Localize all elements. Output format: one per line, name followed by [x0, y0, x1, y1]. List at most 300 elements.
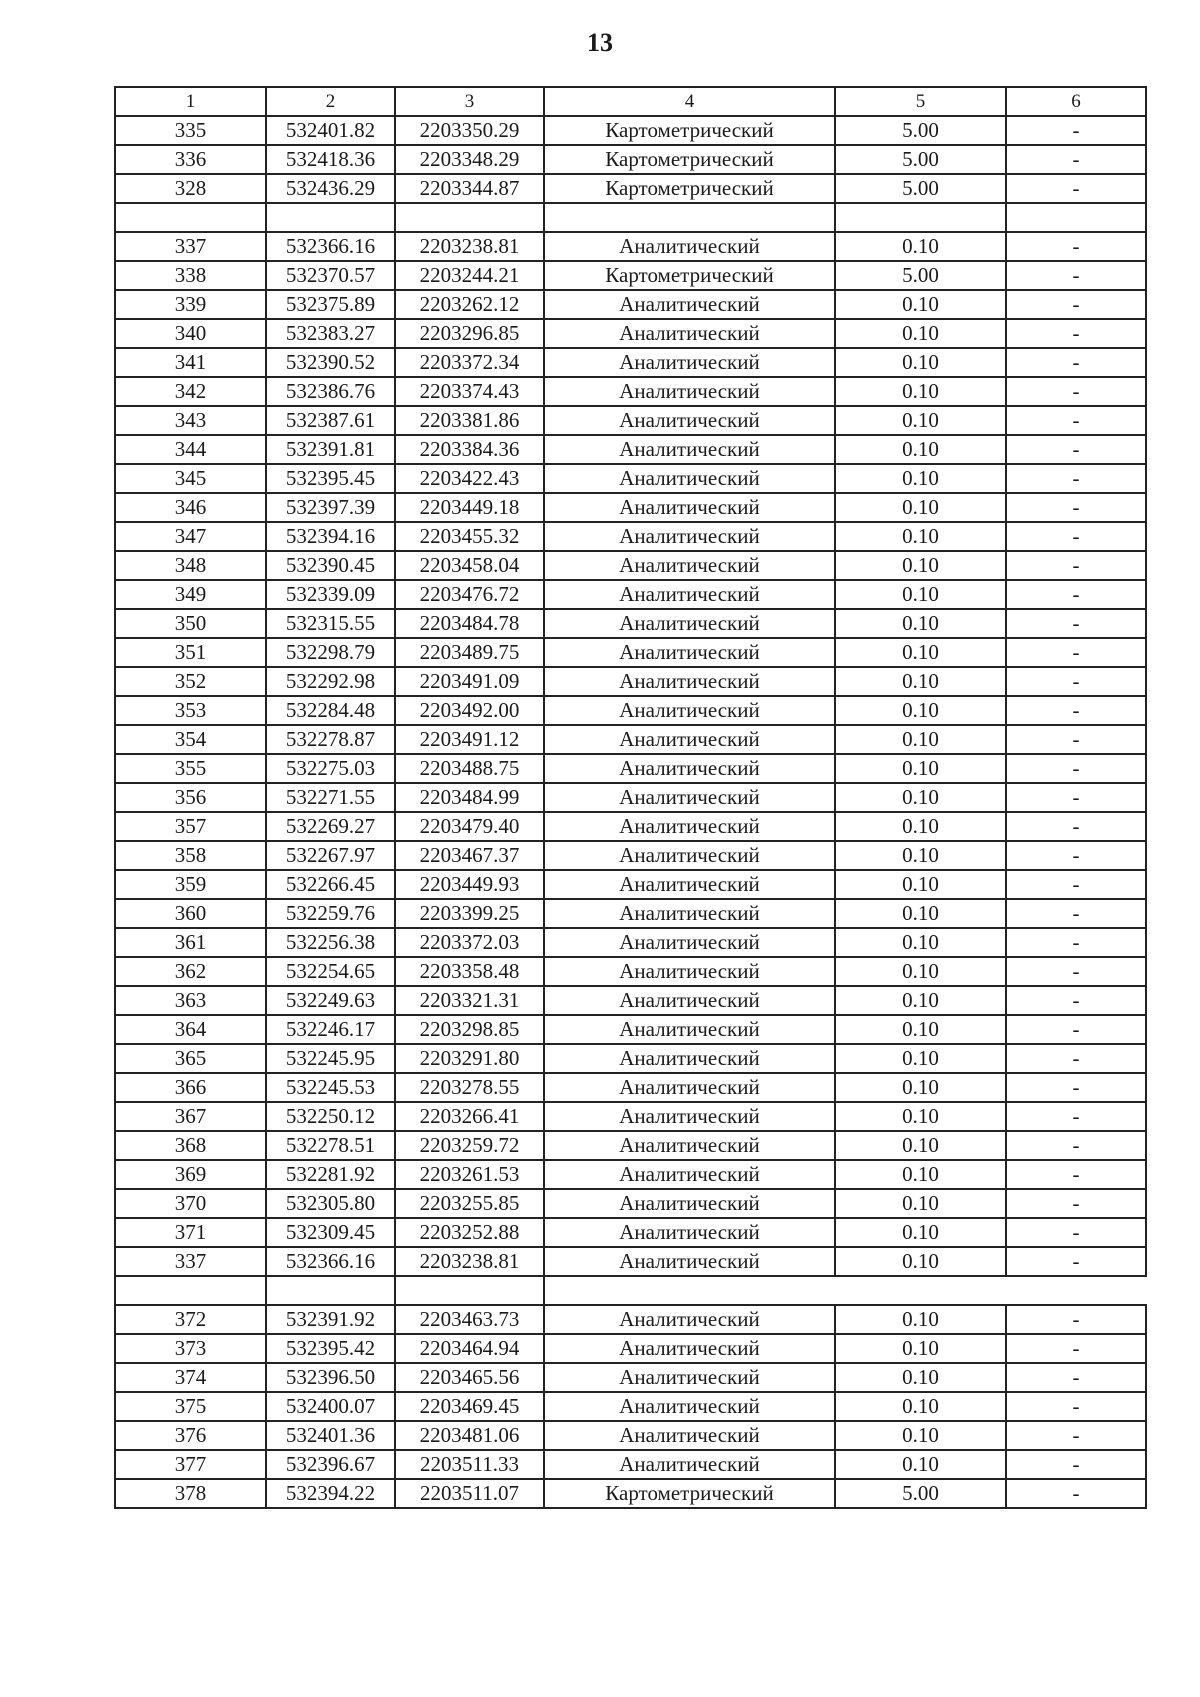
table-cell: 532315.55 — [266, 609, 395, 638]
table-cell: 374 — [115, 1363, 266, 1392]
table-cell: - — [1006, 754, 1146, 783]
table-cell: - — [1006, 986, 1146, 1015]
header-cell: 5 — [835, 87, 1006, 116]
table-cell: 532366.16 — [266, 1247, 395, 1276]
table-cell: 0.10 — [835, 377, 1006, 406]
table-cell: 2203469.45 — [395, 1392, 544, 1421]
table-cell: - — [1006, 348, 1146, 377]
table-cell: 532250.12 — [266, 1102, 395, 1131]
table-cell: 0.10 — [835, 522, 1006, 551]
table-cell: Аналитический — [544, 1363, 835, 1392]
table-cell: 532245.95 — [266, 1044, 395, 1073]
table-row — [115, 174, 1146, 203]
table-header-row — [115, 87, 1146, 116]
table-cell: - — [1006, 290, 1146, 319]
table-cell: 2203467.37 — [395, 841, 544, 870]
empty-cell — [395, 1276, 544, 1305]
table-cell: - — [1006, 1160, 1146, 1189]
table-row — [115, 464, 1146, 493]
table-cell: 342 — [115, 377, 266, 406]
table-cell: 2203384.36 — [395, 435, 544, 464]
table-cell: Картометрический — [544, 145, 835, 174]
table-cell: 0.10 — [835, 1305, 1006, 1334]
empty-cell — [266, 203, 395, 232]
table-row — [115, 1247, 1146, 1276]
table-cell: Аналитический — [544, 1334, 835, 1363]
table-cell: 532259.76 — [266, 899, 395, 928]
table-cell: 0.10 — [835, 725, 1006, 754]
table-cell: 365 — [115, 1044, 266, 1073]
table-row — [115, 580, 1146, 609]
table-cell: 0.10 — [835, 1334, 1006, 1363]
table-cell: 532249.63 — [266, 986, 395, 1015]
table-cell: Аналитический — [544, 1421, 835, 1450]
table-cell: 532394.22 — [266, 1479, 395, 1508]
table-cell: 2203492.00 — [395, 696, 544, 725]
table-cell: 2203358.48 — [395, 957, 544, 986]
table-cell: Аналитический — [544, 551, 835, 580]
table-cell: 370 — [115, 1189, 266, 1218]
table-cell: Аналитический — [544, 783, 835, 812]
table-cell: 362 — [115, 957, 266, 986]
table-cell: - — [1006, 870, 1146, 899]
table-cell: Аналитический — [544, 290, 835, 319]
table-cell: 356 — [115, 783, 266, 812]
header-cell: 3 — [395, 87, 544, 116]
table-row — [115, 406, 1146, 435]
table-cell: 2203262.12 — [395, 290, 544, 319]
table-cell: Аналитический — [544, 1044, 835, 1073]
table-row — [115, 899, 1146, 928]
table-cell: 532284.48 — [266, 696, 395, 725]
table-cell: Аналитический — [544, 348, 835, 377]
table-cell: 337 — [115, 232, 266, 261]
table-cell: - — [1006, 1015, 1146, 1044]
table-cell: 0.10 — [835, 1073, 1006, 1102]
table-cell: - — [1006, 841, 1146, 870]
table-cell: - — [1006, 1392, 1146, 1421]
empty-cell — [115, 203, 266, 232]
table-cell: - — [1006, 609, 1146, 638]
table-cell: - — [1006, 1218, 1146, 1247]
table-cell: 2203422.43 — [395, 464, 544, 493]
table-row — [115, 1363, 1146, 1392]
table-cell: 2203372.34 — [395, 348, 544, 377]
table-cell: 372 — [115, 1305, 266, 1334]
table-cell: 376 — [115, 1421, 266, 1450]
table-cell: 351 — [115, 638, 266, 667]
table-cell: 532395.42 — [266, 1334, 395, 1363]
table-cell: 532275.03 — [266, 754, 395, 783]
table-cell: 2203348.29 — [395, 145, 544, 174]
table-cell: 532400.07 — [266, 1392, 395, 1421]
table-cell: Аналитический — [544, 522, 835, 551]
table-cell: 373 — [115, 1334, 266, 1363]
table-cell: 532391.81 — [266, 435, 395, 464]
table-cell: 532387.61 — [266, 406, 395, 435]
table-cell: Картометрический — [544, 174, 835, 203]
table-row — [115, 145, 1146, 174]
table-cell: Аналитический — [544, 232, 835, 261]
table-cell: 369 — [115, 1160, 266, 1189]
table-cell: 0.10 — [835, 232, 1006, 261]
table-cell: 0.10 — [835, 754, 1006, 783]
table-cell: 2203291.80 — [395, 1044, 544, 1073]
empty-cell — [1006, 203, 1146, 232]
table-cell: - — [1006, 899, 1146, 928]
table-cell: 2203449.18 — [395, 493, 544, 522]
table-cell: 532298.79 — [266, 638, 395, 667]
table-row — [115, 638, 1146, 667]
table-cell: - — [1006, 1334, 1146, 1363]
table-cell: 2203511.07 — [395, 1479, 544, 1508]
table-cell: 0.10 — [835, 1218, 1006, 1247]
table-cell: 2203476.72 — [395, 580, 544, 609]
table-cell: 532397.39 — [266, 493, 395, 522]
table-cell: 347 — [115, 522, 266, 551]
table-cell: - — [1006, 1044, 1146, 1073]
table-cell: 0.10 — [835, 406, 1006, 435]
table-cell: - — [1006, 812, 1146, 841]
table-cell: Аналитический — [544, 899, 835, 928]
table-cell: 359 — [115, 870, 266, 899]
table-cell: - — [1006, 551, 1146, 580]
table-cell: 2203252.88 — [395, 1218, 544, 1247]
table-row — [115, 522, 1146, 551]
table-row — [115, 870, 1146, 899]
table-cell: 2203465.56 — [395, 1363, 544, 1392]
table-cell: - — [1006, 957, 1146, 986]
table-cell: 532256.38 — [266, 928, 395, 957]
table-row — [115, 1131, 1146, 1160]
table-cell: 2203463.73 — [395, 1305, 544, 1334]
table-cell: Аналитический — [544, 696, 835, 725]
table-row — [115, 348, 1146, 377]
empty-cell — [266, 1276, 395, 1305]
table-row — [115, 1044, 1146, 1073]
table-cell: 348 — [115, 551, 266, 580]
table-row — [115, 928, 1146, 957]
table-cell: 337 — [115, 1247, 266, 1276]
table-cell: 0.10 — [835, 1131, 1006, 1160]
table-cell: Картометрический — [544, 261, 835, 290]
table-cell: 336 — [115, 145, 266, 174]
table-cell: - — [1006, 1305, 1146, 1334]
table-cell: - — [1006, 928, 1146, 957]
table-cell: 532386.76 — [266, 377, 395, 406]
table-cell: 2203488.75 — [395, 754, 544, 783]
header-cell: 2 — [266, 87, 395, 116]
table-cell: 361 — [115, 928, 266, 957]
table-cell: Аналитический — [544, 638, 835, 667]
table-cell: 2203464.94 — [395, 1334, 544, 1363]
table-cell: 0.10 — [835, 435, 1006, 464]
table-cell: 2203278.55 — [395, 1073, 544, 1102]
table-cell: 2203296.85 — [395, 319, 544, 348]
section-separator-row — [115, 203, 1146, 232]
table-cell: 0.10 — [835, 783, 1006, 812]
table-cell: 532245.53 — [266, 1073, 395, 1102]
table-cell: 355 — [115, 754, 266, 783]
table-cell: 339 — [115, 290, 266, 319]
empty-cell — [395, 203, 544, 232]
table-cell: - — [1006, 174, 1146, 203]
table-row — [115, 957, 1146, 986]
table-cell: - — [1006, 580, 1146, 609]
table-cell: 0.10 — [835, 899, 1006, 928]
table-cell: 377 — [115, 1450, 266, 1479]
table-cell: Аналитический — [544, 435, 835, 464]
table-cell: 532396.67 — [266, 1450, 395, 1479]
table-cell: 0.10 — [835, 638, 1006, 667]
table-cell: 0.10 — [835, 1102, 1006, 1131]
table-cell: 367 — [115, 1102, 266, 1131]
table-cell: 2203350.29 — [395, 116, 544, 145]
table-row — [115, 551, 1146, 580]
table-cell: Аналитический — [544, 609, 835, 638]
table-cell: 344 — [115, 435, 266, 464]
table-cell: - — [1006, 1102, 1146, 1131]
table-cell: 0.10 — [835, 1015, 1006, 1044]
table-cell: Аналитический — [544, 1247, 835, 1276]
table-cell: 350 — [115, 609, 266, 638]
table-cell: Аналитический — [544, 1073, 835, 1102]
table-cell: 0.10 — [835, 667, 1006, 696]
table-cell: 360 — [115, 899, 266, 928]
table-cell: Аналитический — [544, 1392, 835, 1421]
table-cell: 2203238.81 — [395, 232, 544, 261]
table-cell: - — [1006, 406, 1146, 435]
table-cell: Аналитический — [544, 580, 835, 609]
table-cell: 0.10 — [835, 464, 1006, 493]
table-cell: 532266.45 — [266, 870, 395, 899]
table-cell: 5.00 — [835, 261, 1006, 290]
table-cell: 2203321.31 — [395, 986, 544, 1015]
table-cell: 335 — [115, 116, 266, 145]
table-cell: 532401.82 — [266, 116, 395, 145]
table-cell: Аналитический — [544, 812, 835, 841]
table-cell: 532390.52 — [266, 348, 395, 377]
table-row — [115, 1392, 1146, 1421]
table-cell: Аналитический — [544, 957, 835, 986]
table-cell: Аналитический — [544, 1015, 835, 1044]
table-cell: - — [1006, 493, 1146, 522]
table-cell: 532383.27 — [266, 319, 395, 348]
table-cell: 2203399.25 — [395, 899, 544, 928]
table-cell: 532418.36 — [266, 145, 395, 174]
table-cell: - — [1006, 464, 1146, 493]
table-cell: - — [1006, 1189, 1146, 1218]
table-cell: 0.10 — [835, 580, 1006, 609]
table-cell: 340 — [115, 319, 266, 348]
table-cell: 532305.80 — [266, 1189, 395, 1218]
table-row — [115, 1450, 1146, 1479]
table-cell: - — [1006, 1073, 1146, 1102]
table-row — [115, 986, 1146, 1015]
table-cell: 2203372.03 — [395, 928, 544, 957]
table-cell: - — [1006, 261, 1146, 290]
table-cell: - — [1006, 232, 1146, 261]
page-number: 13 — [587, 28, 613, 57]
table-cell: 2203255.85 — [395, 1189, 544, 1218]
table-row — [115, 116, 1146, 145]
table-cell: 0.10 — [835, 319, 1006, 348]
table-cell: 0.10 — [835, 1363, 1006, 1392]
table-cell: - — [1006, 377, 1146, 406]
table-cell: Аналитический — [544, 1305, 835, 1334]
table-cell: 2203484.99 — [395, 783, 544, 812]
table-row — [115, 1160, 1146, 1189]
table-row — [115, 377, 1146, 406]
table-cell: Аналитический — [544, 1189, 835, 1218]
table-cell: 532436.29 — [266, 174, 395, 203]
table-cell: 532309.45 — [266, 1218, 395, 1247]
table-cell: 2203259.72 — [395, 1131, 544, 1160]
table-cell: 353 — [115, 696, 266, 725]
table-cell: - — [1006, 522, 1146, 551]
table-cell: 371 — [115, 1218, 266, 1247]
table-cell: 532401.36 — [266, 1421, 395, 1450]
table-row — [115, 667, 1146, 696]
table-cell: 532375.89 — [266, 290, 395, 319]
table-cell: 0.10 — [835, 348, 1006, 377]
table-cell: 5.00 — [835, 116, 1006, 145]
table-cell: Аналитический — [544, 667, 835, 696]
table-cell: 2203298.85 — [395, 1015, 544, 1044]
table-cell: - — [1006, 725, 1146, 754]
table-cell: Аналитический — [544, 1160, 835, 1189]
table-cell: Аналитический — [544, 493, 835, 522]
table-cell: 532396.50 — [266, 1363, 395, 1392]
table-cell: 2203449.93 — [395, 870, 544, 899]
table-cell: 532267.97 — [266, 841, 395, 870]
table-cell: 2203344.87 — [395, 174, 544, 203]
table-cell: 341 — [115, 348, 266, 377]
table-cell: 0.10 — [835, 986, 1006, 1015]
table-row — [115, 1479, 1146, 1508]
table-row — [115, 435, 1146, 464]
table-cell: 0.10 — [835, 1044, 1006, 1073]
table-cell: - — [1006, 783, 1146, 812]
table-cell: Аналитический — [544, 1131, 835, 1160]
table-cell: 364 — [115, 1015, 266, 1044]
table-cell: - — [1006, 667, 1146, 696]
table-cell: 2203481.06 — [395, 1421, 544, 1450]
table-cell: 0.10 — [835, 841, 1006, 870]
empty-cell — [544, 203, 835, 232]
table-cell: 0.10 — [835, 290, 1006, 319]
table-cell: 532278.51 — [266, 1131, 395, 1160]
table-cell: 378 — [115, 1479, 266, 1508]
table-cell: 349 — [115, 580, 266, 609]
table-cell: Аналитический — [544, 870, 835, 899]
table-row — [115, 290, 1146, 319]
table-cell: 2203491.12 — [395, 725, 544, 754]
table-cell: - — [1006, 116, 1146, 145]
table-cell: 2203381.86 — [395, 406, 544, 435]
table-cell: 0.10 — [835, 551, 1006, 580]
header-cell: 6 — [1006, 87, 1146, 116]
table-cell: 532271.55 — [266, 783, 395, 812]
table-row — [115, 1421, 1146, 1450]
table-cell: 532366.16 — [266, 232, 395, 261]
table-cell: Аналитический — [544, 406, 835, 435]
table-cell: - — [1006, 435, 1146, 464]
table-row — [115, 261, 1146, 290]
table-cell: - — [1006, 1247, 1146, 1276]
table-cell: 2203455.32 — [395, 522, 544, 551]
table-cell: 0.10 — [835, 1421, 1006, 1450]
table-cell: Аналитический — [544, 1450, 835, 1479]
table-row — [115, 841, 1146, 870]
empty-cell — [115, 1276, 266, 1305]
table-cell: - — [1006, 1421, 1146, 1450]
table-cell: 532254.65 — [266, 957, 395, 986]
table-row — [115, 232, 1146, 261]
table-cell: 0.10 — [835, 1189, 1006, 1218]
table-cell: Картометрический — [544, 116, 835, 145]
empty-cell — [544, 1276, 1146, 1305]
table-cell: 0.10 — [835, 1392, 1006, 1421]
table-row — [115, 783, 1146, 812]
table-row — [115, 1015, 1146, 1044]
coordinates-table-body — [115, 87, 1146, 1508]
table-cell: 0.10 — [835, 928, 1006, 957]
table-cell: Аналитический — [544, 319, 835, 348]
table-cell: 532370.57 — [266, 261, 395, 290]
table-cell: Аналитический — [544, 725, 835, 754]
table-cell: 2203238.81 — [395, 1247, 544, 1276]
table-cell: 0.10 — [835, 609, 1006, 638]
table-cell: 354 — [115, 725, 266, 754]
table-cell: 532269.27 — [266, 812, 395, 841]
table-cell: 0.10 — [835, 1160, 1006, 1189]
table-cell: 345 — [115, 464, 266, 493]
table-cell: 532390.45 — [266, 551, 395, 580]
table-cell: 532394.16 — [266, 522, 395, 551]
table-cell: 5.00 — [835, 1479, 1006, 1508]
table-cell: 0.10 — [835, 696, 1006, 725]
table-cell: 358 — [115, 841, 266, 870]
table-cell: 0.10 — [835, 1247, 1006, 1276]
table-cell: 0.10 — [835, 812, 1006, 841]
table-cell: 2203458.04 — [395, 551, 544, 580]
header-cell: 1 — [115, 87, 266, 116]
table-cell: 2203489.75 — [395, 638, 544, 667]
table-row — [115, 1189, 1146, 1218]
table-row — [115, 1102, 1146, 1131]
table-cell: - — [1006, 145, 1146, 174]
table-cell: 2203491.09 — [395, 667, 544, 696]
table-cell: 343 — [115, 406, 266, 435]
table-cell: 532339.09 — [266, 580, 395, 609]
section-separator-row — [115, 1276, 1146, 1305]
table-cell: 5.00 — [835, 145, 1006, 174]
table-cell: Аналитический — [544, 1102, 835, 1131]
table-cell: 532292.98 — [266, 667, 395, 696]
table-cell: - — [1006, 638, 1146, 667]
table-cell: 532278.87 — [266, 725, 395, 754]
table-cell: 357 — [115, 812, 266, 841]
table-row — [115, 1218, 1146, 1247]
table-cell: 338 — [115, 261, 266, 290]
table-cell: 532391.92 — [266, 1305, 395, 1334]
table-row — [115, 725, 1146, 754]
table-cell: 0.10 — [835, 1450, 1006, 1479]
table-cell: 2203261.53 — [395, 1160, 544, 1189]
table-row — [115, 319, 1146, 348]
table-row — [115, 493, 1146, 522]
